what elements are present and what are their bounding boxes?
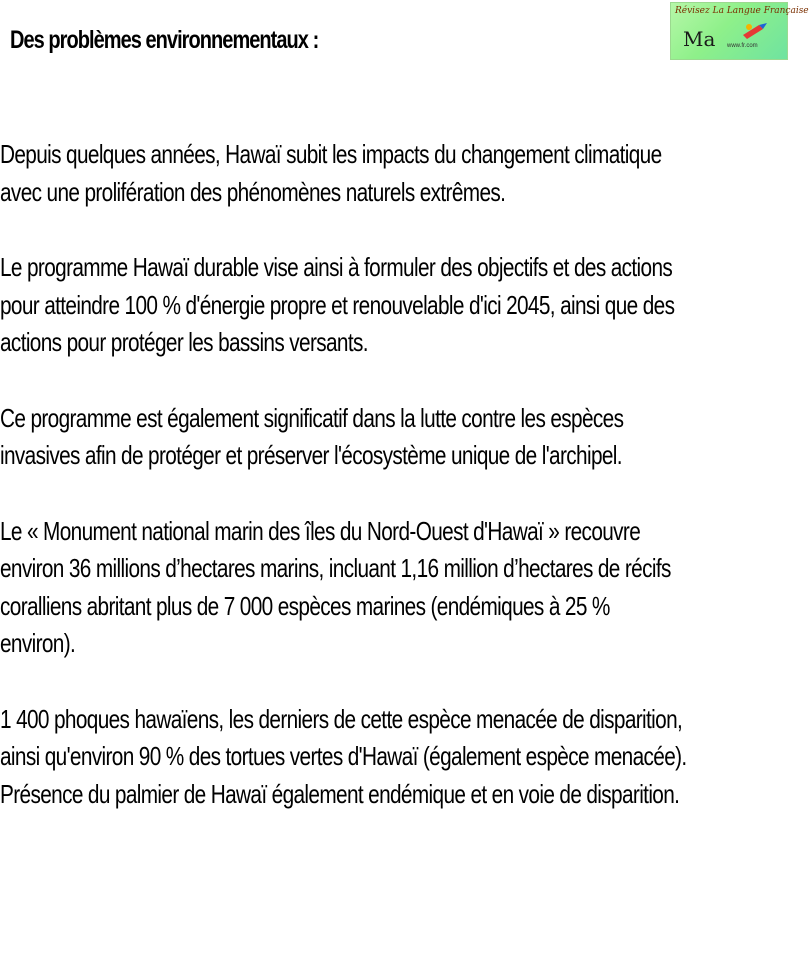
paragraph-marine-monument: Le « Monument national marin des îles du Nord-Ouest d'Hawaï » recouvre environ 36 millions d’hectares marins, incluant 1,16 million d’hectares de récifs coralliens abritant plus de 7 000 espèces marines (endémiques à 25 % environ). <box>0 515 671 658</box>
site-logo <box>670 2 809 60</box>
page-title: Des problèmes environnementaux : <box>10 26 319 54</box>
paragraph-endangered-species: 1 400 phoques hawaïens, les derniers de cette espèce menacée de disparition, ainsi qu'environ 90 % des tortues vertes d'Hawaï (également espèce menacée). Présence du palmier de Hawaï également endémique et en voie de disparition. <box>0 703 687 809</box>
paragraph-climate: Depuis quelques années, Hawaï subit les impacts du changement climatique avec une prolifération des phénomènes naturels extrêmes. <box>0 139 662 207</box>
paragraph-sustainable-program: Le programme Hawaï durable vise ainsi à formuler des objectifs et des actions pour atteindre 100 % d'énergie propre et renouvelable d'ici 2045, ainsi que des actions pour protéger les bassins versants. <box>0 252 675 357</box>
logo-main-text: Ma <box>683 27 716 51</box>
body-text <box>0 136 768 851</box>
pencil-icon <box>741 21 769 41</box>
paragraph-invasive-species: Ce programme est également significatif dans la lutte contre les espèces invasives afin de protéger et préserver l'écosystème unique de l'archipel. <box>0 402 624 470</box>
logo-site-text: www.fr.com <box>727 43 758 49</box>
logo-tagline: Révisez La Langue Française <box>675 6 809 16</box>
